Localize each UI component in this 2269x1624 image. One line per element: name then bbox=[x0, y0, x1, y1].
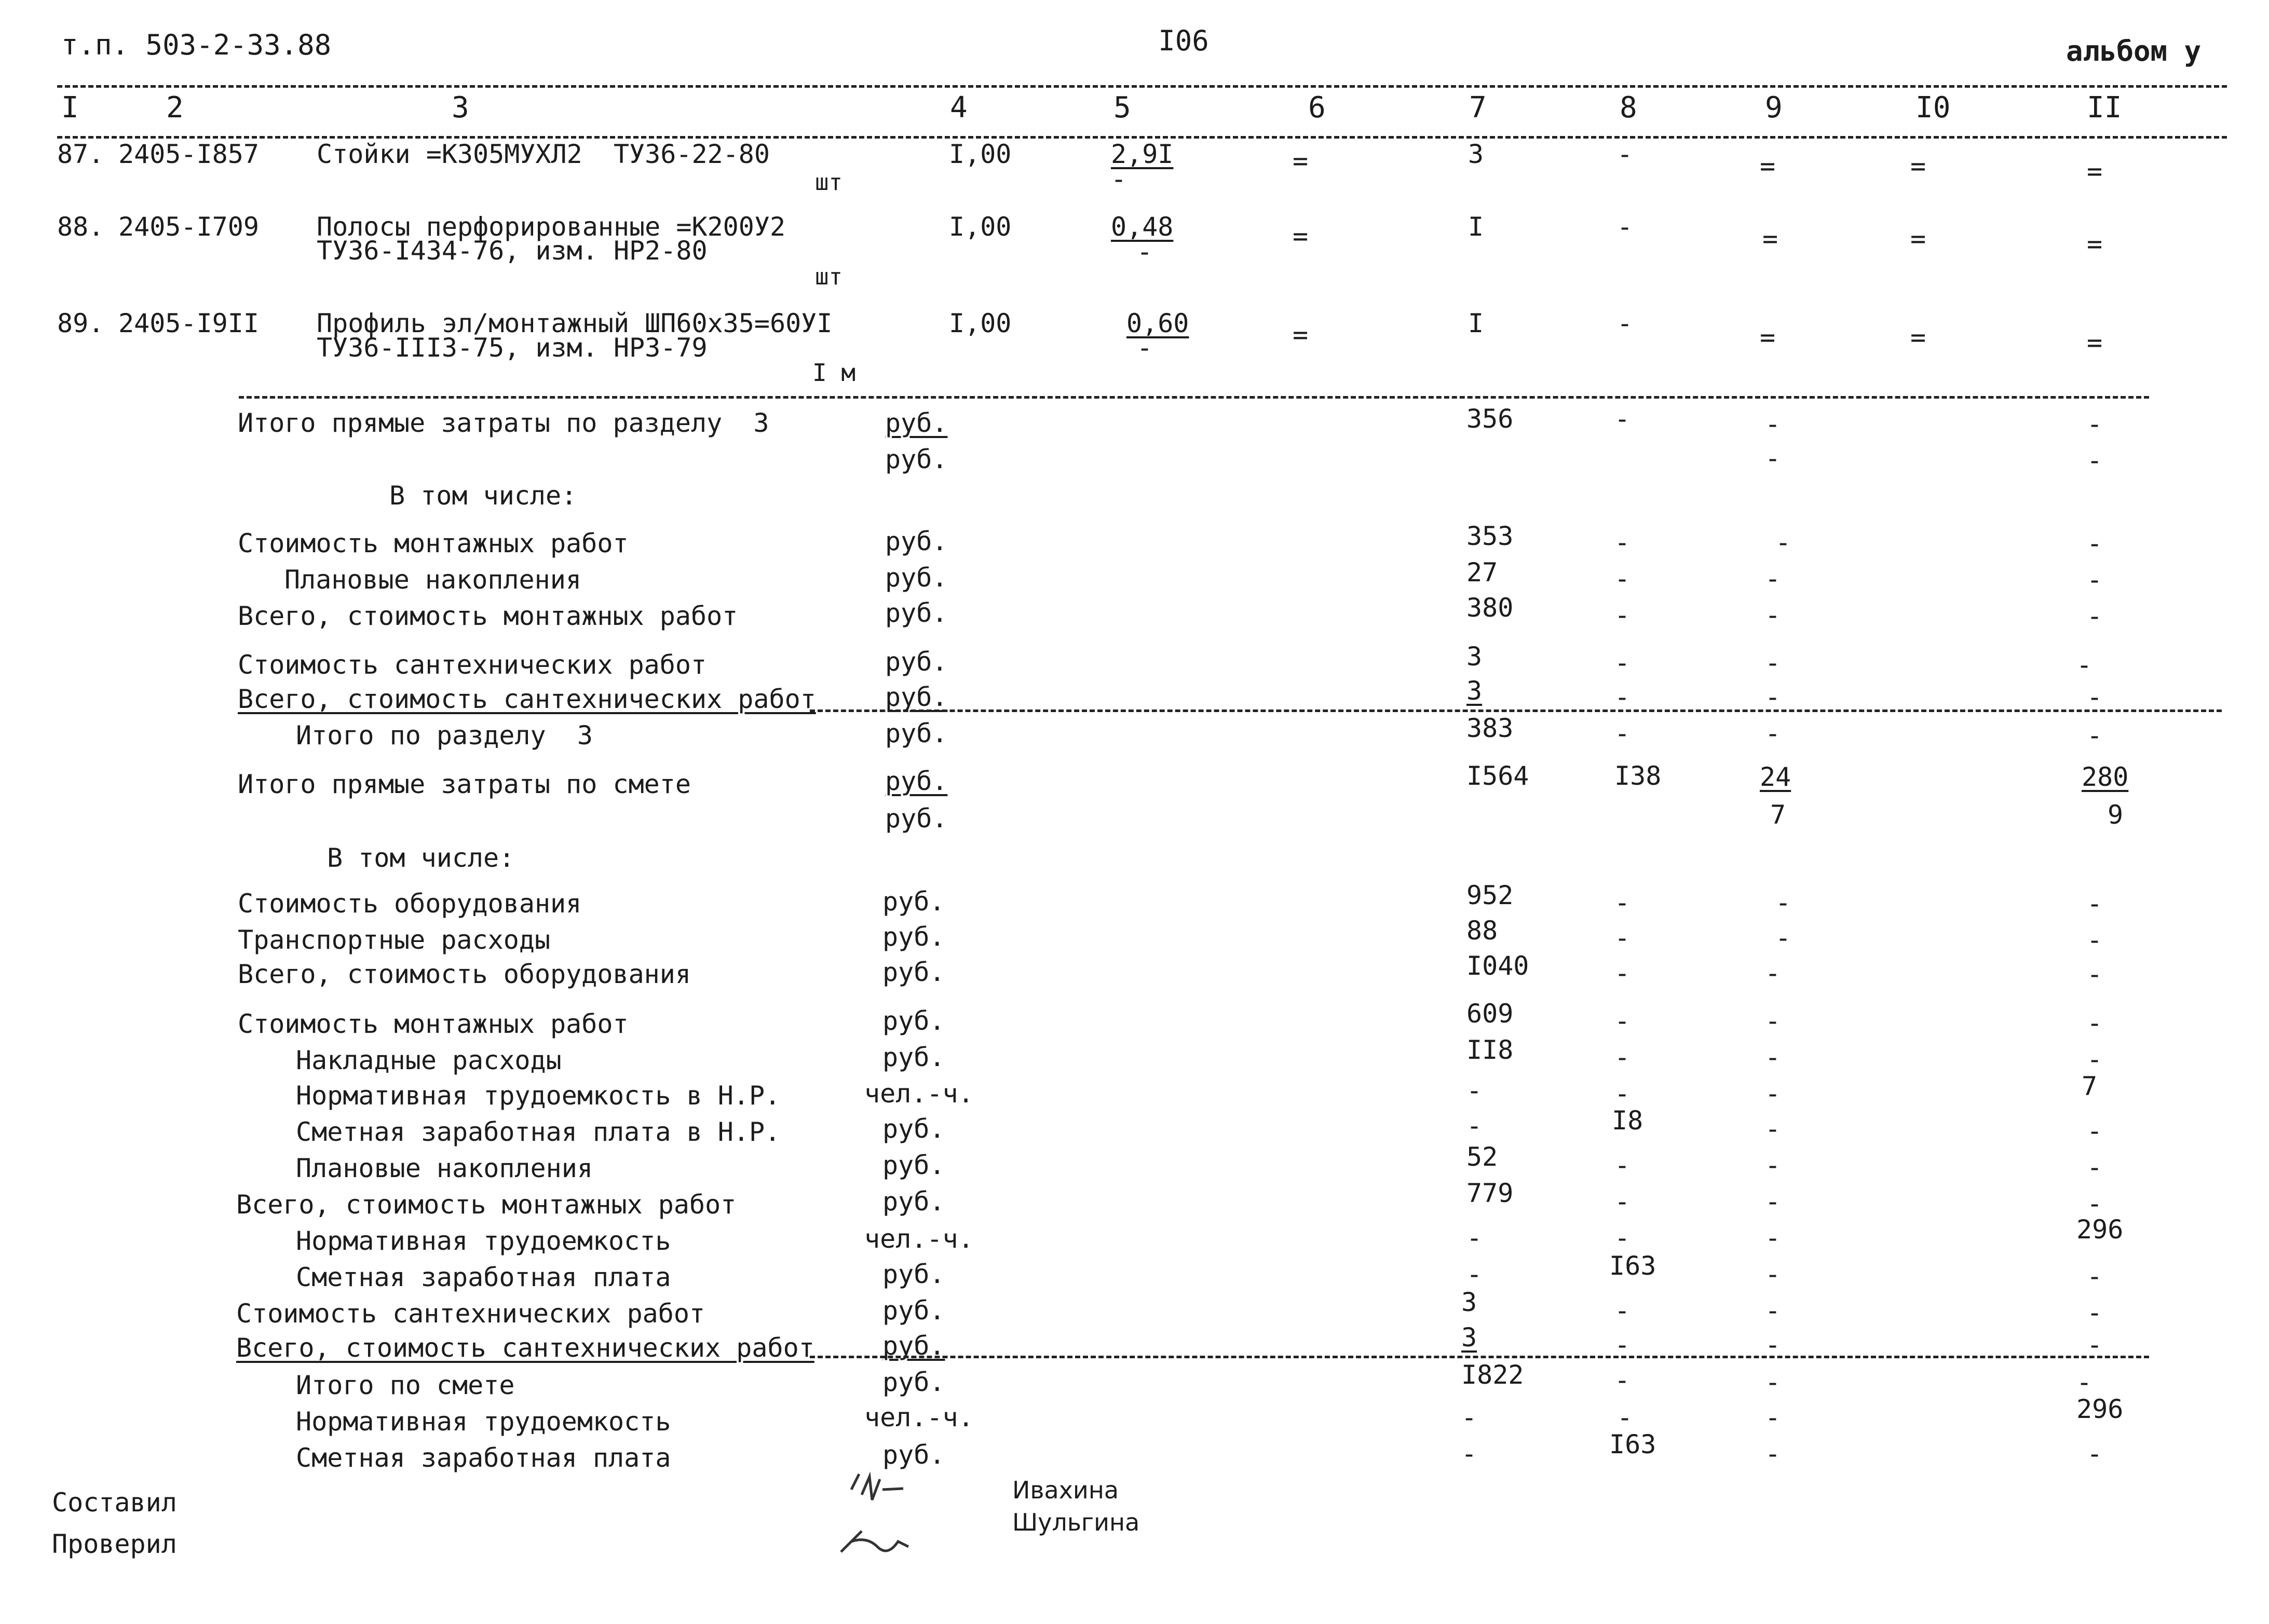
checked-by-name: Шульгина bbox=[1012, 1508, 1140, 1536]
summary-unit: руб. bbox=[882, 1259, 945, 1289]
summary-col7: 353 bbox=[1466, 521, 1514, 551]
summary-col11: - bbox=[2087, 565, 2103, 595]
item-price-sub: - bbox=[1137, 237, 1153, 267]
summary-col8: I63 bbox=[1609, 1251, 1656, 1281]
summary-unit: руб. bbox=[885, 526, 948, 556]
page-number: I06 bbox=[1158, 24, 1209, 57]
item-name-line2: ТУ36-III3-75, изм. НР3-79 bbox=[317, 333, 708, 363]
summary-col9: - bbox=[1765, 1439, 1781, 1469]
summary-label: Нормативная трудоемкость в Н.Р. bbox=[296, 1081, 781, 1111]
item-col7: I bbox=[1468, 308, 1484, 338]
item-price-sub: - bbox=[1137, 333, 1153, 363]
summary-unit: руб. bbox=[885, 647, 948, 677]
summary-col11: - bbox=[2087, 925, 2103, 955]
item-unit: шт bbox=[815, 264, 843, 290]
summary-col7: I040 bbox=[1466, 951, 1529, 981]
summary-col7: I822 bbox=[1461, 1360, 1524, 1390]
summary-col8: - bbox=[1614, 1295, 1631, 1326]
summary-col7: 383 bbox=[1466, 713, 1514, 743]
summary-col7: 3 bbox=[1466, 642, 1483, 672]
summary-unit: руб. bbox=[882, 1186, 945, 1217]
summary-unit: руб. bbox=[882, 957, 945, 987]
summary-label: Стоимость сантехнических работ bbox=[238, 650, 707, 680]
summary-col11: - bbox=[2087, 601, 2103, 631]
item-price: 0,48 bbox=[1111, 212, 1174, 242]
summary-col9: - bbox=[1765, 1259, 1781, 1289]
item-col7: 3 bbox=[1468, 139, 1484, 169]
summary-col8: - bbox=[1614, 923, 1631, 953]
summary-col8: - bbox=[1614, 1223, 1631, 1253]
summary-col11: 7 bbox=[2082, 1071, 2098, 1101]
summary-col9: - bbox=[1765, 1150, 1781, 1180]
summary-col9: - bbox=[1775, 888, 1791, 918]
summary-unit: руб. bbox=[882, 1295, 945, 1326]
summary-col9: - bbox=[1765, 648, 1781, 678]
summary-col8: I38 bbox=[1614, 761, 1662, 791]
summary-col11: - bbox=[2087, 889, 2103, 919]
summary-col9: - bbox=[1765, 409, 1781, 439]
summary-col11: - bbox=[2087, 1152, 2103, 1182]
summary-col8: - bbox=[1614, 682, 1631, 712]
summary-unit: руб. bbox=[882, 1042, 945, 1072]
summary-col7: - bbox=[1461, 1402, 1477, 1432]
summary-col8: - bbox=[1614, 1079, 1631, 1109]
summary-col7: 88 bbox=[1466, 916, 1498, 946]
summary-col9: - bbox=[1765, 1402, 1781, 1432]
summary-col11: 280 bbox=[2082, 762, 2129, 792]
summary-col9: - bbox=[1765, 958, 1781, 988]
summary-col7: 779 bbox=[1466, 1178, 1514, 1208]
header-rule-top bbox=[57, 85, 2227, 88]
summary-unit: руб. bbox=[882, 886, 945, 917]
subtotal-rule bbox=[810, 709, 2222, 712]
summary-col8: - bbox=[1614, 1365, 1631, 1395]
summary-col9: - bbox=[1765, 1367, 1781, 1397]
summary-label: Итого прямые затраты по смете bbox=[238, 769, 691, 799]
col-header-3: 3 bbox=[452, 91, 469, 125]
subsection-heading: В том числе: bbox=[389, 481, 577, 511]
summary-col11: - bbox=[2087, 445, 2103, 475]
summary-col8: - bbox=[1614, 1330, 1631, 1360]
fraction-dash-11: = bbox=[2087, 229, 2103, 259]
checked-by-label: Проверил bbox=[52, 1529, 177, 1559]
summary-label: Всего, стоимость монтажных работ bbox=[236, 1190, 737, 1220]
summary-col8: - bbox=[1614, 1042, 1631, 1072]
summary-col9: - bbox=[1765, 682, 1781, 712]
summary-col8: - bbox=[1617, 1402, 1633, 1432]
summary-label: Сметная заработная плата bbox=[296, 1262, 671, 1292]
doc-code: т.п. 503-2-33.88 bbox=[61, 29, 332, 61]
summary-label: Стоимость монтажных работ bbox=[238, 1009, 629, 1039]
summary-col11: - bbox=[2087, 1116, 2103, 1146]
summary-col9: - bbox=[1765, 1223, 1781, 1253]
summary-unit: руб. bbox=[882, 1440, 945, 1470]
summary-col11: - bbox=[2087, 682, 2103, 712]
summary-col11: - bbox=[2087, 1298, 2103, 1328]
subsection-heading: В том числе: bbox=[327, 843, 515, 873]
summary-label: Плановые накопления bbox=[284, 565, 581, 595]
summary-col9: - bbox=[1765, 564, 1781, 594]
summary-unit: руб. bbox=[885, 598, 948, 628]
summary-unit: чел.-ч. bbox=[864, 1402, 974, 1432]
summary-col7: - bbox=[1466, 1223, 1483, 1253]
items-end-rule bbox=[239, 396, 2149, 399]
summary-unit: чел.-ч. bbox=[864, 1224, 974, 1254]
summary-unit: руб. bbox=[885, 563, 948, 593]
summary-unit: руб. bbox=[882, 1367, 945, 1397]
summary-col7: 380 bbox=[1466, 593, 1514, 623]
item-code: 2405-I857 bbox=[118, 139, 259, 169]
summary-unit: руб. bbox=[885, 803, 948, 834]
item-name: Стойки =К305МУХЛ2 ТУ36-22-80 bbox=[317, 139, 770, 169]
col-header-6: 6 bbox=[1308, 91, 1326, 125]
summary-col8: - bbox=[1614, 1150, 1631, 1180]
summary-col9: - bbox=[1765, 1079, 1781, 1109]
summary-col9: - bbox=[1765, 600, 1781, 630]
summary-col7: 952 bbox=[1466, 880, 1514, 910]
fraction-dash-10: = bbox=[1910, 322, 1926, 352]
summary-unit: руб. bbox=[882, 1150, 945, 1180]
fraction-dash-10: = bbox=[1910, 151, 1926, 181]
summary-col9: - bbox=[1765, 1114, 1781, 1144]
summary-unit: руб. bbox=[885, 718, 948, 748]
summary-col8: - bbox=[1614, 404, 1631, 434]
summary-label: Сметная заработная плата bbox=[296, 1443, 671, 1473]
summary-unit: руб. bbox=[885, 408, 948, 438]
summary-col9: - bbox=[1765, 1330, 1781, 1360]
summary-col8: - bbox=[1614, 648, 1631, 678]
summary-col9: - bbox=[1765, 718, 1781, 748]
summary-col8: - bbox=[1614, 1186, 1631, 1217]
summary-col7: - bbox=[1466, 1259, 1483, 1289]
summary-col11: 296 bbox=[2076, 1394, 2124, 1424]
summary-col11: - bbox=[2087, 1439, 2103, 1469]
summary-col8: I8 bbox=[1612, 1106, 1643, 1136]
summary-col11: - bbox=[2087, 1044, 2103, 1074]
summary-col9: - bbox=[1765, 1042, 1781, 1072]
summary-col7: 3 bbox=[1461, 1287, 1477, 1317]
fraction-dash-6: = bbox=[1293, 221, 1309, 251]
summary-label: Всего, стоимость сантехнических работ bbox=[236, 1333, 814, 1363]
summary-col11: - bbox=[2076, 1367, 2093, 1397]
summary-col11: - bbox=[2087, 528, 2103, 558]
item-col7: I bbox=[1468, 212, 1484, 242]
summary-col8: - bbox=[1614, 600, 1631, 630]
summary-label: Всего, стоимость монтажных работ bbox=[238, 601, 738, 631]
summary-label: Нормативная трудоемкость bbox=[296, 1407, 671, 1437]
summary-label: Всего, стоимость оборудования bbox=[238, 959, 691, 989]
fraction-dash-9: = bbox=[1760, 151, 1776, 181]
item-name-line2: ТУ36-I434-76, изм. НР2-80 bbox=[317, 236, 708, 266]
summary-col7: - bbox=[1461, 1439, 1477, 1469]
summary-col7: 609 bbox=[1466, 999, 1514, 1029]
summary-col7: - bbox=[1466, 1075, 1483, 1106]
summary-label: Транспортные расходы bbox=[238, 925, 551, 955]
item-code: 2405-I709 bbox=[118, 212, 259, 242]
item-name: Полосы перфорированные =К200У2 bbox=[317, 212, 786, 242]
summary-col11: - bbox=[2087, 1261, 2103, 1291]
summary-col7: 356 bbox=[1466, 404, 1514, 434]
summary-col8: - bbox=[1614, 564, 1631, 594]
summary-col9: - bbox=[1765, 1295, 1781, 1326]
summary-col11: - bbox=[2087, 959, 2103, 989]
summary-label: Стоимость сантехнических работ bbox=[236, 1299, 705, 1329]
item-name: Профиль эл/монтажный ШП60х35=60УI bbox=[317, 308, 833, 338]
summary-label: Стоимость монтажных работ bbox=[238, 528, 629, 558]
summary-col9: - bbox=[1775, 923, 1791, 953]
summary-col11: - bbox=[2087, 720, 2103, 750]
item-quantity: I,00 bbox=[949, 139, 1012, 169]
summary-col9: - bbox=[1775, 527, 1791, 557]
summary-label: Итого по разделу 3 bbox=[296, 720, 593, 750]
summary-col7: 27 bbox=[1466, 557, 1498, 588]
total-rule bbox=[810, 1356, 2149, 1358]
summary-col11: - bbox=[2087, 1008, 2103, 1038]
item-number: 89. bbox=[57, 308, 104, 338]
signature-checked bbox=[831, 1510, 945, 1573]
summary-col11: 296 bbox=[2076, 1214, 2124, 1245]
summary-col8: I63 bbox=[1609, 1429, 1656, 1459]
fraction-dash-9: = bbox=[1762, 224, 1778, 254]
summary-col7: 3 bbox=[1466, 676, 1483, 706]
col-header-5: 5 bbox=[1113, 91, 1131, 125]
summary-col7: II8 bbox=[1466, 1035, 1514, 1065]
item-number: 88. bbox=[57, 212, 104, 242]
item-number: 87. bbox=[57, 139, 104, 169]
summary-col11: - bbox=[2087, 409, 2103, 439]
item-quantity: I,00 bbox=[949, 212, 1012, 242]
col-header-2: 2 bbox=[166, 91, 184, 125]
summary-unit: руб. bbox=[885, 682, 948, 712]
fraction-dash-11: = bbox=[2087, 156, 2103, 186]
fraction-dash-9: = bbox=[1760, 322, 1776, 352]
summary-label: Плановые накопления bbox=[296, 1153, 593, 1183]
fraction-dash-10: = bbox=[1910, 224, 1926, 254]
summary-label: Всего, стоимость сантехнических работ bbox=[238, 684, 816, 714]
col-header-1: I bbox=[61, 91, 79, 125]
item-price-sub: - bbox=[1111, 164, 1127, 194]
summary-col8: - bbox=[1614, 958, 1631, 988]
item-code: 2405-I9II bbox=[118, 308, 259, 338]
compiled-by-name: Ивахина bbox=[1012, 1476, 1119, 1504]
summary-col8: - bbox=[1614, 527, 1631, 557]
summary-col7: I564 bbox=[1466, 761, 1529, 791]
summary-unit: руб. bbox=[882, 922, 945, 952]
summary-col11: - bbox=[2087, 1330, 2103, 1360]
col-header-10: I0 bbox=[1915, 91, 1951, 125]
summary-label: Итого прямые затраты по разделу 3 bbox=[238, 408, 769, 438]
fraction-dash-6: = bbox=[1293, 146, 1309, 176]
fraction-dash-11: = bbox=[2087, 327, 2103, 358]
col-header-9: 9 bbox=[1765, 91, 1783, 125]
summary-unit: руб. bbox=[882, 1006, 945, 1036]
summary-col11: 9 bbox=[2108, 800, 2124, 830]
summary-col7: 3 bbox=[1461, 1322, 1477, 1353]
summary-col9: 24 bbox=[1760, 762, 1791, 792]
album-label: альбом у bbox=[2066, 35, 2202, 67]
header-rule-bottom bbox=[57, 136, 2227, 139]
item-col8: - bbox=[1617, 308, 1633, 338]
col-header-11: II bbox=[2087, 91, 2122, 125]
summary-col11: - bbox=[2087, 1189, 2103, 1219]
summary-unit: руб. bbox=[882, 1331, 945, 1361]
summary-col7: - bbox=[1466, 1111, 1483, 1141]
summary-unit: руб. bbox=[885, 766, 948, 796]
summary-col9: - bbox=[1765, 1006, 1781, 1036]
summary-label: Стоимость оборудования bbox=[238, 889, 582, 919]
item-price: 0,60 bbox=[1126, 308, 1189, 338]
item-unit: шт bbox=[815, 169, 843, 196]
col-header-8: 8 bbox=[1620, 91, 1637, 125]
summary-col8: - bbox=[1614, 718, 1631, 748]
summary-col7: 52 bbox=[1466, 1142, 1498, 1172]
item-col8: - bbox=[1617, 139, 1633, 169]
col-header-4: 4 bbox=[950, 91, 968, 125]
summary-col9: - bbox=[1765, 1186, 1781, 1217]
item-col8: - bbox=[1617, 212, 1633, 242]
col-header-7: 7 bbox=[1469, 91, 1487, 125]
summary-col8: - bbox=[1614, 1006, 1631, 1036]
summary-col11: - bbox=[2076, 650, 2093, 680]
summary-unit: руб. bbox=[885, 444, 948, 474]
summary-unit: руб. bbox=[882, 1114, 945, 1144]
summary-col8: - bbox=[1614, 888, 1631, 918]
summary-col9: - bbox=[1765, 443, 1781, 473]
item-price: 2,9I bbox=[1111, 139, 1174, 169]
summary-label: Сметная заработная плата в Н.Р. bbox=[296, 1117, 781, 1147]
summary-label: Нормативная трудоемкость bbox=[296, 1226, 671, 1256]
item-unit: I м bbox=[812, 359, 856, 387]
compiled-by-label: Составил bbox=[52, 1487, 177, 1518]
item-quantity: I,00 bbox=[949, 308, 1012, 338]
fraction-dash-6: = bbox=[1293, 320, 1309, 350]
summary-label: Итого по смете bbox=[296, 1370, 515, 1400]
summary-unit: чел.-ч. bbox=[864, 1079, 974, 1109]
summary-col9: 7 bbox=[1770, 800, 1786, 830]
summary-label: Накладные расходы bbox=[296, 1045, 562, 1075]
